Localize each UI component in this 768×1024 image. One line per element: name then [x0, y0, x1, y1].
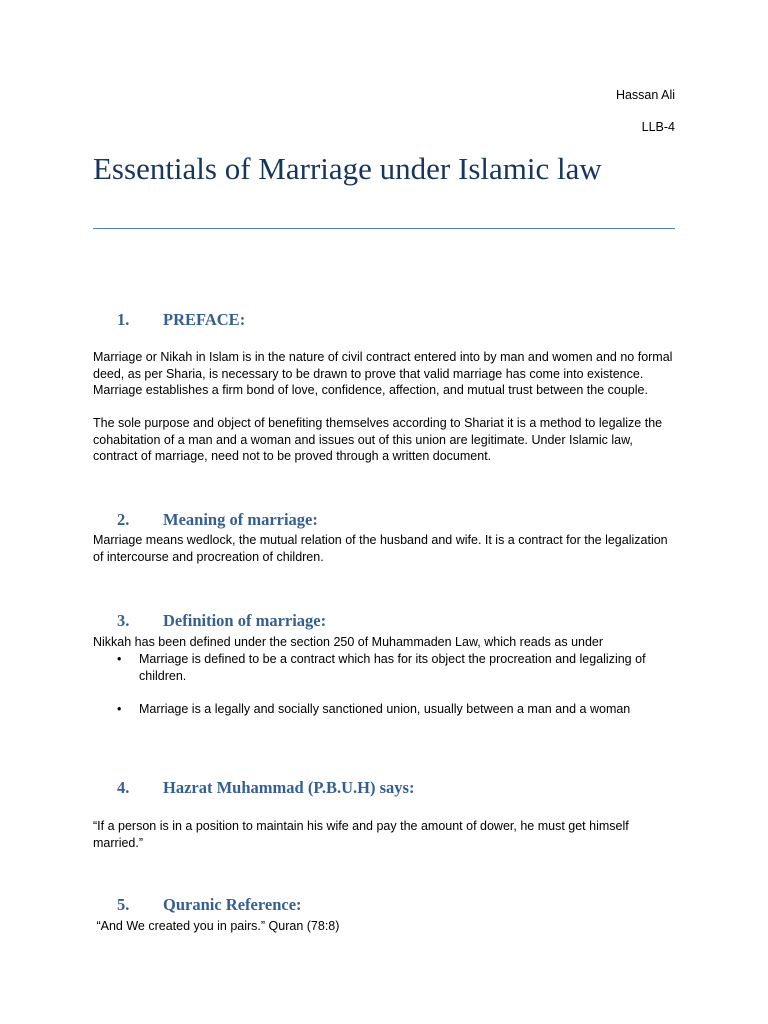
preface-paragraph-1: Marriage or Nikah in Islam is in the nature of civil contract entered into by man and women and no formal deed, as per Sharia, is necessary to be drawn to prove that valid marriage has come into existence. Marriage establishes a firm bond of love, confidence, affection, and mutual trust between the couple. [93, 350, 673, 397]
bullet-icon: • [117, 701, 122, 716]
document-title: Essentials of Marriage under Islamic law [93, 151, 602, 186]
section-number: 5. [117, 895, 130, 914]
section-title: Meaning of marriage: [163, 510, 318, 529]
bullet-icon: • [117, 652, 122, 666]
section-heading-preface [117, 310, 245, 330]
section-title: PREFACE: [163, 310, 246, 329]
section-title: Definition of marriage: [163, 611, 327, 630]
hadith-quote: “If a person is in a position to maintain his wife and pay the amount of dower, he must get himself married.” [93, 819, 629, 850]
section-number: 1. [117, 310, 130, 329]
section-heading-hadith [117, 778, 414, 798]
meaning-paragraph: Marriage means wedlock, the mutual relation of the husband and wife. It is a contract for the legalization of intercourse and procreation of children. [93, 533, 668, 564]
section-title: Quranic Reference: [163, 895, 302, 914]
definition-bullet-list [93, 651, 678, 717]
list-item [93, 651, 678, 684]
definition-paragraph: Nikkah has been defined under the section 250 of Muhammaden Law, which reads as under [93, 635, 604, 649]
section-heading-meaning [117, 510, 318, 530]
section-number: 2. [117, 510, 130, 529]
section-title: Hazrat Muhammad (P.B.U.H) says: [163, 778, 415, 797]
quranic-quote: “And We created you in pairs.” Quran (78:8) [93, 919, 340, 933]
list-item [93, 701, 678, 718]
course-code: LLB-4 [641, 120, 675, 134]
bullet-text: Marriage is a legally and socially sanctioned union, usually between a man and a woman [139, 701, 631, 716]
bullet-text: Marriage is defined to be a contract which has for its object the procreation and legalizing of children. [139, 652, 646, 683]
section-heading-quranic [117, 895, 302, 915]
title-underline [93, 228, 675, 229]
section-number: 3. [117, 611, 130, 630]
section-number: 4. [117, 778, 130, 797]
section-heading-definition [117, 611, 326, 631]
preface-paragraph-2: The sole purpose and object of benefiting themselves according to Shariat it is a method to legalize the cohabitation of a man and a woman and issues out of this union are legitimate. Under Islamic law, contract of marriage, need not to be proved through a written document. [93, 416, 663, 463]
author-name: Hassan Ali [615, 88, 675, 102]
